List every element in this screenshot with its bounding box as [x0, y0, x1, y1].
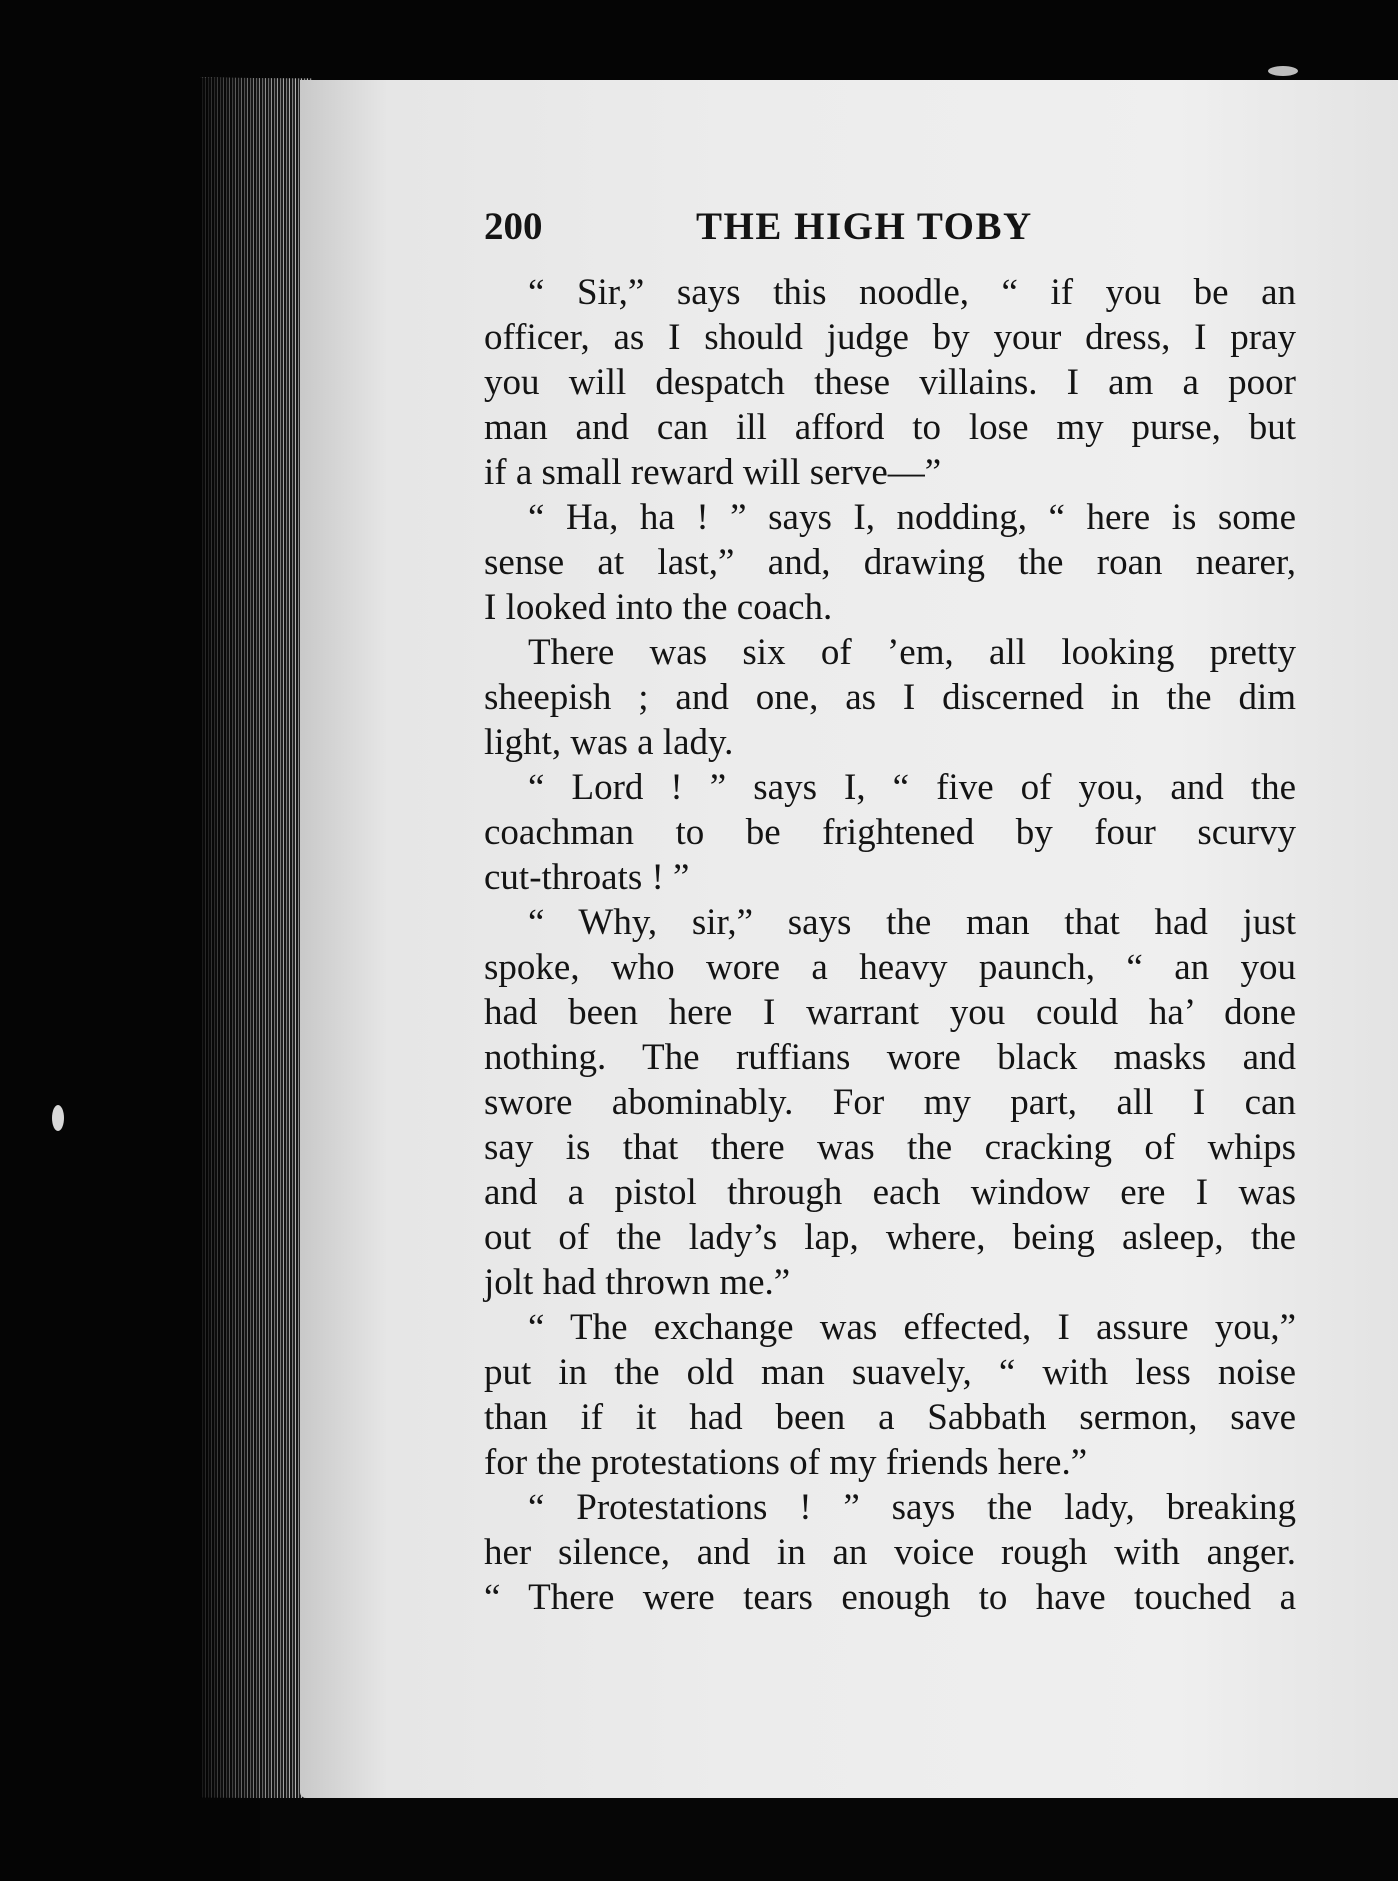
text-line: “ Protestations ! ” says the lady, breaking [528, 1487, 1296, 1528]
text-line: There was six of ’em, all looking pretty [528, 632, 1296, 673]
text-line: man and can ill afford to lose my purse, but [484, 407, 1296, 448]
text-line: out of the lady’s lap, where, being asleep, the [484, 1217, 1296, 1258]
text-line: than if it had been a Sabbath sermon, save [484, 1397, 1296, 1438]
text-line: jolt had thrown me.” [484, 1262, 791, 1303]
text-line: say is that there was the cracking of whips [484, 1127, 1296, 1168]
page-number: 200 [484, 205, 543, 248]
scan-speck [52, 1105, 64, 1131]
text-line: “ Lord ! ” says I, “ five of you, and the [528, 767, 1296, 808]
book-title: THE HIGH TOBY [696, 205, 1033, 248]
text-line: “ Why, sir,” says the man that had just [528, 902, 1296, 943]
text-line: cut-throats ! ” [484, 857, 690, 898]
text-line: her silence, and in an voice rough with anger. [484, 1532, 1296, 1573]
text-line: sheepish ; and one, as I discerned in the dim [484, 677, 1296, 718]
page-bottom-shadow [260, 1798, 1398, 1881]
text-line: and a pistol through each window ere I was [484, 1172, 1296, 1213]
text-line: for the protestations of my friends here.” [484, 1442, 1088, 1483]
text-line: “ There were tears enough to have touched a [484, 1577, 1296, 1618]
text-line: “ Ha, ha ! ” says I, nodding, “ here is some [528, 497, 1296, 538]
text-line: you will despatch these villains. I am a poor [484, 362, 1296, 403]
text-line: spoke, who wore a heavy paunch, “ an you [484, 947, 1296, 988]
text-line: if a small reward will serve—” [484, 452, 942, 493]
text-line: light, was a lady. [484, 722, 734, 763]
text-line: had been here I warrant you could ha’ done [484, 992, 1296, 1033]
text-line: nothing. The ruffians wore black masks and [484, 1037, 1296, 1078]
running-head [484, 204, 1104, 256]
scan-speck [1268, 66, 1298, 76]
text-line: swore abominably. For my part, all I can [484, 1082, 1296, 1123]
text-line: sense at last,” and, drawing the roan nearer, [484, 542, 1296, 583]
page-edges-shadow [200, 78, 312, 1798]
text-line: officer, as I should judge by your dress, I pray [484, 317, 1296, 358]
text-line: I looked into the coach. [484, 587, 833, 628]
text-line: put in the old man suavely, “ with less noise [484, 1352, 1296, 1393]
text-line: “ Sir,” says this noodle, “ if you be an [528, 272, 1296, 313]
text-line: “ The exchange was effected, I assure you,” [528, 1307, 1296, 1348]
body-text [484, 270, 1296, 1620]
text-line: coachman to be frightened by four scurvy [484, 812, 1296, 853]
